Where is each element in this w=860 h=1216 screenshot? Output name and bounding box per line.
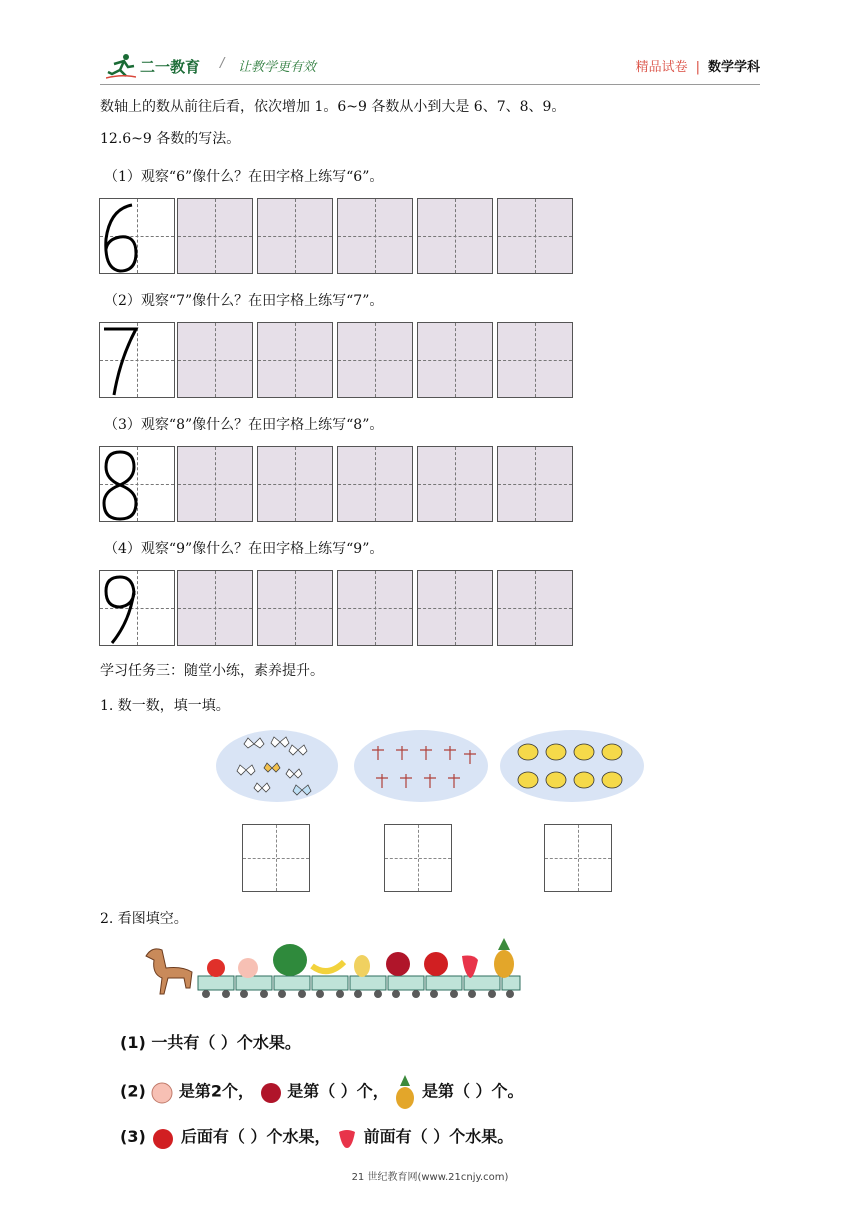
question-1: (1) 一共有（ ）个水果。 (120, 1033, 301, 1052)
practice-cell[interactable] (257, 322, 333, 398)
practice-cell[interactable] (417, 446, 493, 522)
practice-cell[interactable] (177, 198, 253, 274)
apple-icon (424, 952, 448, 976)
writing-prompt-6: （1）观察“6”像什么？在田字格上练写“6”。 (104, 169, 384, 185)
brand-slogan: 让教学更有效 (238, 60, 317, 75)
writing-prompt-9: （4）观察“9”像什么？在田字格上练写“9”。 (104, 541, 384, 557)
practice-cell[interactable] (177, 570, 253, 646)
number-line-summary: 数轴上的数从前往后看，依次增加 1。6~9 各数从小到大是 6、7、8、9。 (100, 99, 566, 115)
butterfly-icon (237, 737, 311, 795)
practice-cell[interactable] (337, 570, 413, 646)
pomegranate-icon (386, 952, 410, 976)
question-2: (2) 是第2个， 是第（ ）个， 是第（ ）个。 (120, 1074, 524, 1110)
strawberry-icon (462, 956, 478, 979)
practice-cell[interactable] (417, 198, 493, 274)
runner-logo-icon (106, 52, 136, 80)
bee-icon (518, 744, 622, 788)
peach-icon (151, 1080, 173, 1104)
practice-cell[interactable] (257, 570, 333, 646)
peach-icon (238, 958, 258, 978)
practice-cell[interactable] (337, 322, 413, 398)
writing-prompt-7: （2）观察“7”像什么？在田字格上练写“7”。 (104, 293, 384, 309)
practice-cell[interactable] (337, 446, 413, 522)
practice-cell[interactable] (337, 198, 413, 274)
strawberry-icon (336, 1126, 358, 1150)
practice-cell[interactable] (417, 570, 493, 646)
wheels (202, 990, 514, 998)
exercise-1-heading: 1. 数一数，填一填。 (100, 698, 230, 714)
exercise-2-heading: 2. 看图填空。 (100, 911, 188, 927)
practice-cell[interactable] (257, 446, 333, 522)
answer-box-dragonfly[interactable] (384, 824, 452, 892)
practice-cell[interactable] (257, 198, 333, 274)
answer-box-butterfly[interactable] (242, 824, 310, 892)
example-digit-cell (99, 570, 175, 646)
brand-name: 二一教育 (140, 58, 201, 76)
question-3: (3) 后面有（ ）个水果， 前面有（ ）个水果。 (120, 1124, 513, 1150)
watermelon-icon (273, 944, 307, 976)
apple-icon (151, 1126, 175, 1150)
digit-9-glyph (100, 571, 140, 647)
writing-prompt-8: （3）观察“8”像什么？在田字格上练写“8”。 (104, 417, 384, 433)
pineapple-icon (394, 1074, 416, 1110)
pomegranate-icon (260, 1080, 282, 1104)
train-cars (198, 976, 520, 990)
fruit-train-illustration (140, 938, 522, 1004)
dragonfly-icon (372, 746, 476, 788)
practice-cell[interactable] (177, 322, 253, 398)
practice-cell[interactable] (497, 322, 573, 398)
exam-label: 精品试卷 (635, 60, 688, 75)
example-digit-cell (99, 446, 175, 522)
pear-icon (354, 955, 370, 977)
header-right: 精品试卷 | 数学学科 (635, 60, 760, 75)
subject-label: 数学学科 (707, 60, 760, 75)
header-slash: / (220, 56, 225, 71)
example-digit-cell (99, 198, 175, 274)
practice-cell[interactable] (497, 446, 573, 522)
digit-7-glyph (100, 323, 140, 399)
page-header (100, 44, 760, 85)
pineapple-icon (494, 938, 514, 978)
practice-cell[interactable] (497, 570, 573, 646)
butterfly-group (216, 730, 338, 802)
digit-8-glyph (100, 447, 140, 523)
bee-group (500, 730, 644, 802)
practice-cell[interactable] (417, 322, 493, 398)
dragonfly-group (354, 730, 488, 802)
practice-cell[interactable] (177, 446, 253, 522)
banana-icon (312, 962, 344, 971)
digit-6-glyph (100, 199, 140, 275)
example-digit-cell (99, 322, 175, 398)
horse-icon (146, 949, 192, 994)
practice-cell[interactable] (497, 198, 573, 274)
section-heading-writing: 12.6~9 各数的写法。 (100, 131, 241, 147)
answer-box-bee[interactable] (544, 824, 612, 892)
task3-heading: 学习任务三：随堂小练，素养提升。 (100, 663, 324, 679)
apple-icon (207, 959, 225, 977)
page-footer: 21 世纪教育网(www.21cnjy.com) (351, 1172, 509, 1183)
